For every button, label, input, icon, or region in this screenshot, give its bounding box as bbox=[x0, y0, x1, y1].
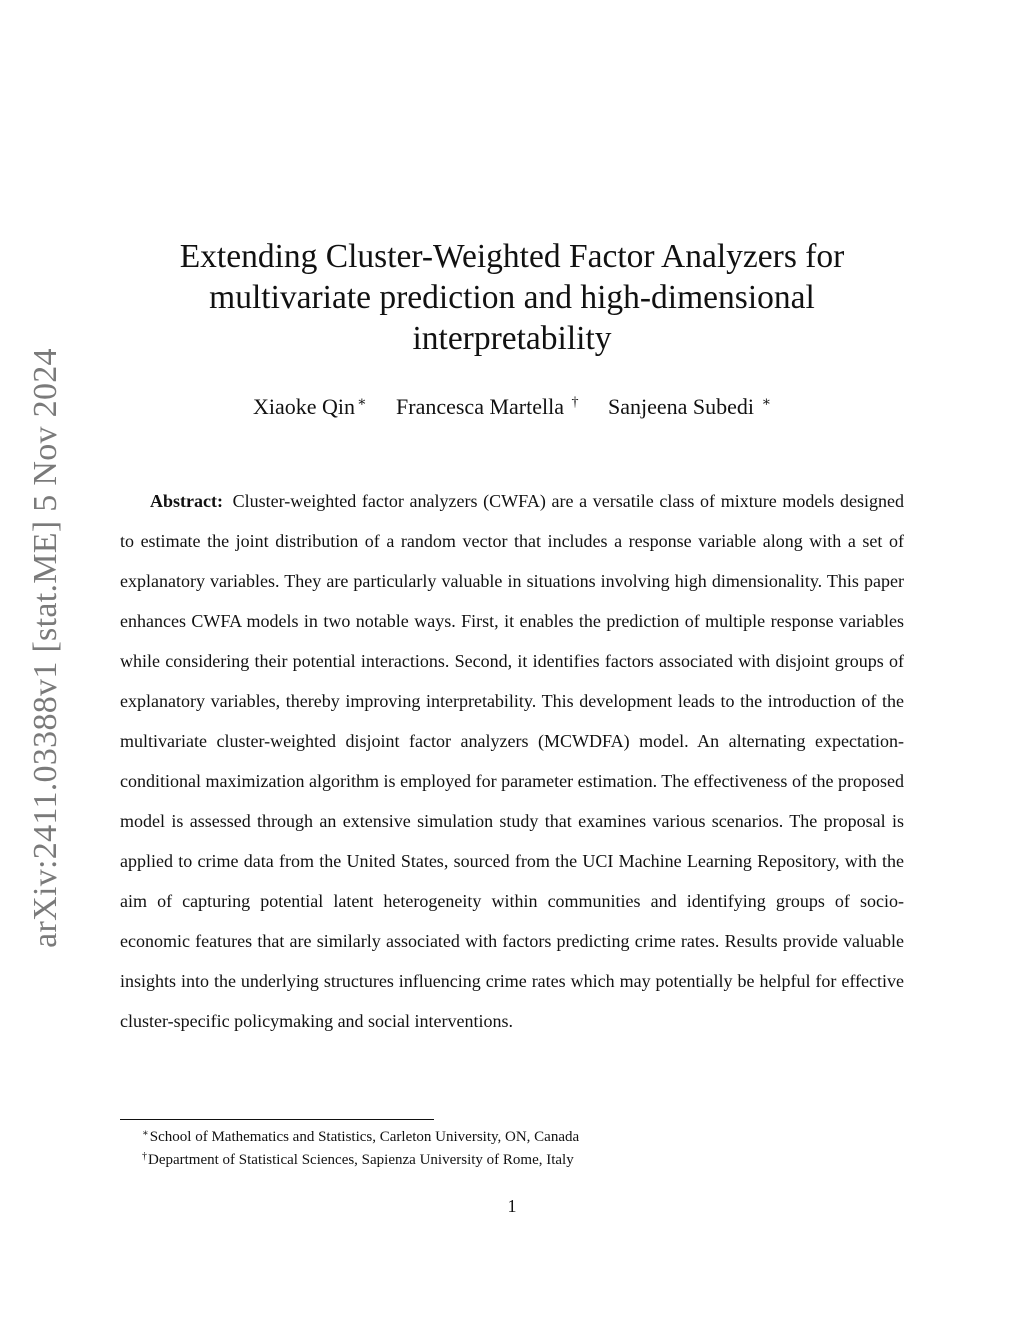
footnote-mark: † bbox=[142, 1151, 147, 1162]
footnote-text: Department of Statistical Sciences, Sapienza University of Rome, Italy bbox=[148, 1152, 574, 1168]
abstract-text: Cluster-weighted factor analyzers (CWFA) are a versatile class of mixture models designed to estimate the joint distribution of a random vector that includes a response variable along with a set of explanatory variables. They are particularly valuable in situations involving high dimensionality. This paper enhances CWFA models in two notable ways. First, it enables the prediction of multiple response variables while considering their potential interactions. Second, it identifies factors associated with disjoint groups of explanatory variables, thereby improving interpretability. This development leads to the introduction of the multivariate cluster-weighted disjoint factor analyzers (MCWDFA) model. An alternating expectation-conditional maximization algorithm is employed for parameter estimation. The effectiveness of the proposed model is assessed through an extensive simulation study that examines various scenarios. The proposal is applied to crime data from the United States, sourced from the UCI Machine Learning Repository, with the aim of capturing potential latent heterogeneity within communities and identifying groups of socio-economic features that are similarly associated with factors predicting crime rates. Results provide valuable insights into the underlying structures influencing crime rates which may potentially be helpful for effective cluster-specific policymaking and social interventions. bbox=[120, 491, 905, 1031]
author-name: Xiaoke Qin bbox=[252, 394, 355, 419]
author bbox=[253, 388, 367, 422]
footnote bbox=[142, 1147, 902, 1170]
author-name: Sanjeena Subedi bbox=[607, 394, 755, 419]
footnote bbox=[142, 1124, 902, 1147]
author bbox=[608, 388, 771, 422]
affiliation-mark: ∗ bbox=[761, 395, 772, 410]
footnote-text: School of Mathematics and Statistics, Carleton University, ON, Canada bbox=[149, 1129, 580, 1145]
paper-title bbox=[150, 236, 874, 359]
abstract-label: Abstract: bbox=[150, 491, 223, 511]
abstract bbox=[120, 481, 904, 1041]
footnote-divider bbox=[120, 1119, 434, 1120]
page-number: 1 bbox=[507, 1196, 517, 1216]
author bbox=[396, 388, 578, 422]
affiliation-mark: † bbox=[571, 395, 579, 410]
title-line: Extending Cluster-Weighted Factor Analyzers for bbox=[179, 238, 845, 275]
author-name: Francesca Martella bbox=[396, 394, 564, 419]
arxiv-identifier: arXiv:2411.03388v1 [stat.ME] 5 Nov 2024 bbox=[27, 348, 64, 948]
title-line: multivariate prediction and high-dimensional bbox=[209, 279, 815, 316]
footnote-mark: ∗ bbox=[142, 1128, 149, 1139]
affiliation-mark: ∗ bbox=[357, 395, 367, 410]
footnotes bbox=[142, 1124, 902, 1170]
title-line: interpretability bbox=[412, 320, 612, 357]
author-list bbox=[150, 388, 874, 422]
